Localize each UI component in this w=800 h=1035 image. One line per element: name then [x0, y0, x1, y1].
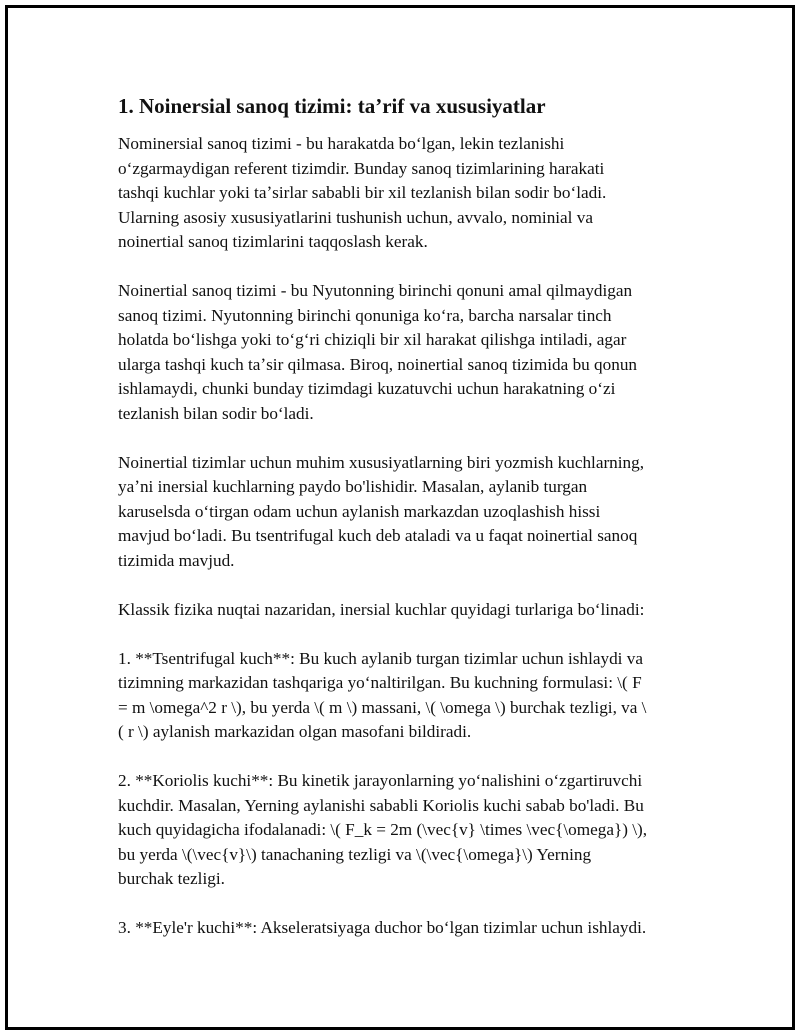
paragraph-inertial-forces: Noinertial tizimlar uchun muhim xususiyatlarning biri yozmish kuchlarning, yaʼni inersial kuchlarning paydo bo'lishidir. Masalan, aylanib turgan karuselsda oʻtirgan odam uchun aylanish markazdan uzoqlashish hissi mavjud boʻladi. Bu tsentrifugal kuch deb ataladi va u faqat noinertial sanoq tizimida mavjud. [118, 452, 645, 570]
list-item-centrifugal: 1. **Tsentrifugal kuch**: Bu kuch aylanib turgan tizimlar uchun ishlaydi va tizimning markazidan tashqariga yoʻnaltirilgan. Bu kuchning formulasi: \( F = m \omega^2 r \), bu yerda \( m \) massani, \( \omega \) burchak tezligi, va \ ( r \) aylanish markazidan olgan masofani bildiradi. [118, 648, 647, 741]
paragraph-definition: Nominersial sanoq tizimi - bu harakatda boʻlgan, lekin tezlanishi oʻzgarmaydigan referent tizimdir. Bunday sanoq tizimlarining harakati tashqi kuchlar yoki taʼsirlar sababli bir xil tezlanish bilan sodir boʻladi. Ularning asosiy xususiyatlarini tushunish uchun, avvalo, nominial va noinertial sanoq tizimlarini taqqoslash kerak. [118, 134, 607, 251]
paragraph-classification: Klassik fizika nuqtai nazaridan, inersial kuchlar quyidagi turlariga boʻlinadi: [118, 599, 645, 619]
paragraph-noinertial: Noinertial sanoq tizimi - bu Nyutonning birinchi qonuni amal qilmaydigan sanoq tizimi. Nyutonning birinchi qonuniga koʻra, barcha narsalar tinch holatda boʻlishga yoki toʻgʻri chiziqli bir xil harakat qilishga intiladi, agar ularga tashqi kuch taʼsir qilmasa. Biroq, noinertial sanoq tizimida bu qonun ishlamaydi, chunki bunday tizimdagi kuzatuvchi uchun harakatning oʻzi tezlanish bilan sodir boʻladi. [118, 281, 638, 423]
list-item-coriolis: 2. **Koriolis kuchi**: Bu kinetik jarayonlarning yoʻnalishini oʻzgartiruvchi kuchdir. Masalan, Yerning aylanishi sababli Koriolis kuchi sabab bo'ladi. Bu kuch quyidagicha ifodalanadi: \( F_k = 2m (\vec{v} \times \vec{\omega}) \), bu yerda \(\vec{v}\) tanachaning tezligi va \(\vec{\omega}\) Yerning burchak tezligi. [118, 771, 648, 888]
list-item-euler: 3. **Eyle'r kuchi**: Akseleratsiyaga duchor boʻlgan tizimlar uchun ishlaydi. [118, 918, 647, 937]
document-body [118, 92, 698, 965]
document-title: 1. Noinersial sanoq tizimi: ta’rif va xususiyatlar [118, 94, 546, 118]
